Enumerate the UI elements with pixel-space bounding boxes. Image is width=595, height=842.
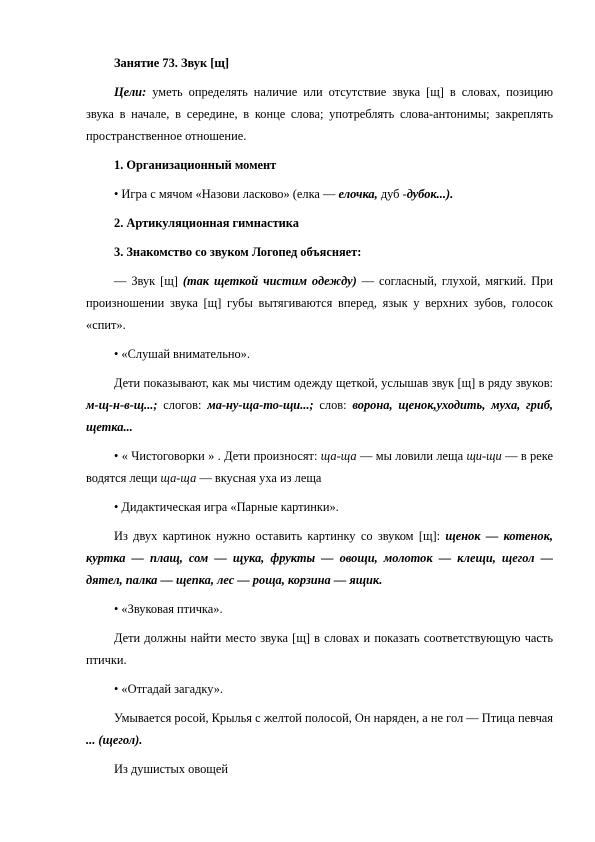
sound-explanation-italic: (так щеткой чистим одежду) (182, 274, 357, 288)
lesson-title-text: Занятие 73. Звук [щ] (114, 56, 229, 70)
tongue-twisters-d: — вкусная уха из леща (196, 471, 322, 485)
game-listen-sounds: м-щ-н-в-щ...; (86, 398, 158, 412)
document-content (86, 52, 553, 787)
tongue-twisters (86, 445, 553, 489)
game-listen-words: ворона, щенок,уходить, муха, гриб, щетка... (86, 398, 553, 434)
tongue-twisters-i3: ща-ща (160, 471, 197, 485)
section-2-heading-text: 2. Артикуляционная гимнастика (114, 216, 299, 230)
pairs-game-text (86, 525, 553, 591)
section-1-heading (86, 154, 553, 176)
game-listen-title-text: • «Слушай внимательно». (114, 347, 250, 361)
sound-explanation (86, 270, 553, 336)
sound-explanation-rest: — согласный, глухой, мягкий. При произношении звука [щ] губы вытягиваются вперед, язык у верхних зубов, голосок «спит». (86, 274, 553, 332)
section-1-bullet-mid: дуб - (377, 187, 407, 201)
riddle-title-text: • «Отгадай загадку». (114, 682, 224, 696)
game-listen-text (86, 372, 553, 438)
tongue-twisters-b: — мы ловили леща (356, 449, 467, 463)
bird-game-text (86, 627, 553, 671)
section-1-example-1: елочка, (338, 187, 378, 201)
section-1-example-2: дубок...). (406, 187, 454, 201)
riddle-text-content: Умывается росой, Крылья с желтой полосой, Он наряден, а не гол — Птица певчая (114, 711, 553, 725)
section-1-heading-text: 1. Организационный момент (114, 158, 277, 172)
pairs-game-text-a: Из двух картинок нужно оставить картинку со звуком [щ]: (114, 529, 446, 543)
game-listen-text-b: слогов: (157, 398, 208, 412)
riddle-text (86, 707, 553, 751)
section-2-heading (86, 212, 553, 234)
game-listen-text-c: слов: (313, 398, 353, 412)
goals-text: уметь определять наличие или отсутствие звука [щ] в словах, позицию звука в начале, в середине, в конце слова; употреблять слова-антонимы; закреплять пространственное отношение. (86, 85, 553, 143)
bird-game-title-text: • «Звуковая птичка». (114, 602, 223, 616)
pairs-game-words: щенок — котенок, куртка — плащ, сом — щука, фрукты — овощи, молоток — клещи, щегол — дятел, палка — щепка, лес — роща, корзина — ящик. (86, 529, 553, 587)
lesson-title (86, 52, 553, 74)
riddle-title (86, 678, 553, 700)
goals-label: Цели: (114, 85, 147, 99)
game-listen-title (86, 343, 553, 365)
tongue-twisters-a: • « Чистоговорки » . Дети произносят: (114, 449, 321, 463)
last-line (86, 758, 553, 780)
pairs-game-title (86, 496, 553, 518)
game-listen-syllables: ма-ну-ща-то-щи...; (207, 398, 314, 412)
section-3-heading (86, 241, 553, 263)
sound-explanation-start: — Звук [щ] (114, 274, 183, 288)
riddle-answer: ... (щегол). (86, 733, 143, 747)
pairs-game-title-text: • Дидактическая игра «Парные картинки». (114, 500, 339, 514)
bird-game-title (86, 598, 553, 620)
section-1-bullet-prefix: • Игра с мячом «Назови ласково» (елка — (114, 187, 339, 201)
section-3-heading-text: 3. Знакомство со звуком Логопед объясняет: (114, 245, 362, 259)
tongue-twisters-i1: ща-ща (320, 449, 357, 463)
section-1-bullet (86, 183, 553, 205)
tongue-twisters-i2: щи-щи (466, 449, 502, 463)
game-listen-text-a: Дети показывают, как мы чистим одежду щеткой, услышав звук [щ] в ряду звуков: (114, 376, 553, 390)
tongue-twisters-c: — в реке водятся лещи (86, 449, 553, 485)
goals-paragraph (86, 81, 553, 147)
last-line-text: Из душистых овощей (114, 762, 228, 776)
bird-game-text-content: Дети должны найти место звука [щ] в словах и показать соответствующую часть птички. (86, 631, 553, 667)
